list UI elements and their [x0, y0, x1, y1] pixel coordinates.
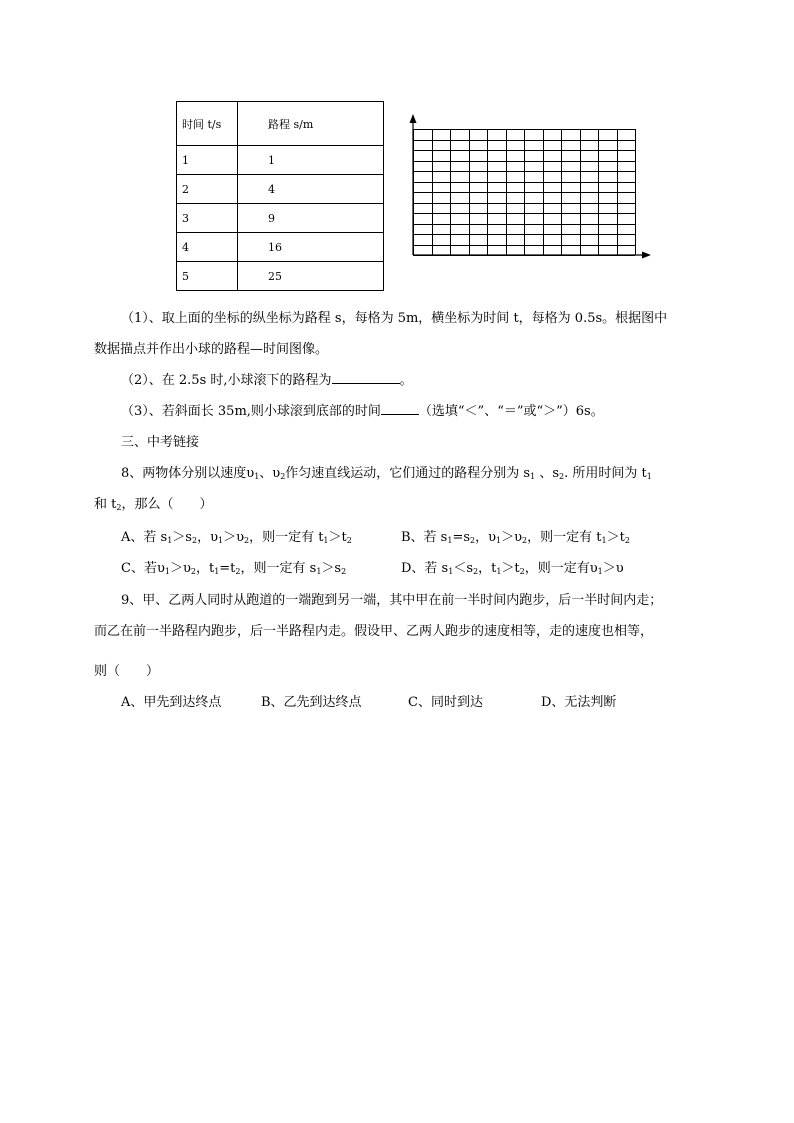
table-cell: 4 [177, 233, 238, 262]
table-cell: 2 [177, 175, 238, 204]
q8-options-row2 [121, 559, 624, 579]
subscript: 1 [254, 472, 260, 481]
q9-stem-line1: 9、甲、乙两人同时从跑道的一端跑到另一端，其中甲在前一半时间内跑步，后一半时间内走； [121, 593, 663, 608]
table-cell: 1 [177, 146, 238, 175]
q7-sub1-line1: （1）、取上面的坐标的纵坐标为路程 s，每格为 5m，横坐标为时间 t，每格为 0.5s。根据图中 [121, 311, 668, 326]
table-row [177, 175, 384, 204]
table-cell: 3 [177, 204, 238, 233]
q8-text: 、 [539, 466, 553, 481]
q8-text: υ [246, 466, 255, 481]
grid-svg [405, 112, 655, 264]
q7-sub2 [121, 371, 413, 391]
subscript: 2 [559, 472, 565, 481]
q8-text: υ [272, 466, 281, 481]
coordinate-grid [405, 112, 655, 264]
q7-sub3-end: （选填“＜”、“＝”或“＞”）6s。 [418, 404, 604, 419]
q8-stem-line1: 8、两物体分别以速度$\upsilon_1$、$\upsilon_2$作匀速直线运动，它们通过的路程分别为 $s_1$ 、$s_2$. 所用时间为 $t_1$ [121, 466, 652, 481]
subscript: 2 [280, 472, 286, 481]
option-d[interactable]: D、无法判断 [541, 695, 617, 710]
q8-text: 8、两物体分别以速度 [121, 466, 247, 481]
section-heading: 三、中考链接 [121, 435, 200, 450]
q8-options-row1 [121, 528, 630, 548]
q8-text: 作匀速直线运动，它们通过的路程分别为 s [285, 466, 531, 481]
table-row [177, 233, 384, 262]
table-row [177, 262, 384, 291]
table-header-distance: 路程 s/m [238, 102, 384, 146]
table-cell: 5 [177, 262, 238, 291]
q7-sub1-line2: 数据描点并作出小球的路程—时间图像。 [94, 342, 329, 357]
option-c[interactable]: C、同时到达 [408, 695, 483, 710]
option-a[interactable]: A、甲先到达终点 [121, 695, 222, 710]
table-row [177, 204, 384, 233]
q9-stem-line3: 则（ ） [94, 664, 160, 679]
option-label: D、若 s [401, 561, 449, 576]
subscript: 2 [116, 503, 122, 512]
table-cell: 4 [238, 175, 384, 204]
q7-sub2-end: 。 [399, 373, 413, 388]
q9-options [121, 693, 616, 713]
q7-sub2-text: （2）、在 2.5s 时,小球滚下的路程为 [121, 373, 332, 388]
option-a[interactable]: A、若 $s_1>s_2$，$\upsilon_1>\upsilon_2$，则一定有 $t_1>t_2$ [121, 530, 352, 545]
q8-text: ，那么（ ） [121, 497, 213, 512]
table-cell: 1 [238, 146, 384, 175]
q7-sub3 [121, 402, 604, 422]
answer-blank[interactable] [381, 402, 419, 415]
option-c[interactable]: C、若$\upsilon_1>\upsilon_2$，$t_1=t_2$，则一定有 $s_1>s_2$ [121, 561, 347, 576]
x-axis-arrow [642, 252, 651, 259]
table-header-row [177, 102, 384, 146]
q7-sub3-text: （3）、若斜面长 35m,则小球滚到底部的时间 [121, 404, 381, 419]
table-row [177, 146, 384, 175]
time-distance-table [176, 101, 384, 291]
option-b[interactable]: B、乙先到达终点 [261, 695, 362, 710]
option-label: C、若υ [121, 561, 165, 576]
subscript: 1 [646, 472, 652, 481]
q8-text: 所用时间为 t [572, 466, 647, 481]
table-cell: 9 [238, 204, 384, 233]
table-cell: 25 [238, 262, 384, 291]
option-label: A、若 s [121, 530, 168, 545]
option-d[interactable]: D、若 $s_1<s_2$，$t_1>t_2$，则一定有$\upsilon_1>\upsilon$ [401, 561, 624, 576]
option-b[interactable]: B、若 $s_1=s_2$，$\upsilon_1>\upsilon_2$，则一定有 $t_1>t_2$ [401, 530, 630, 545]
subscript: 1 [530, 472, 536, 481]
q8-text: 、 [259, 466, 273, 481]
q8-text: 和 t [94, 497, 117, 512]
table-cell: 16 [238, 233, 384, 262]
answer-blank[interactable] [332, 371, 400, 384]
table-header-time: 时间 t/s [177, 102, 238, 146]
q9-stem-line2: 而乙在前一半路程内跑步，后一半路程内走。假设甲、乙两人跑步的速度相等，走的速度也相等， [94, 624, 654, 639]
option-label: B、若 s [401, 530, 448, 545]
y-axis-arrow [410, 114, 417, 123]
q8-stem-line2 [94, 495, 212, 515]
